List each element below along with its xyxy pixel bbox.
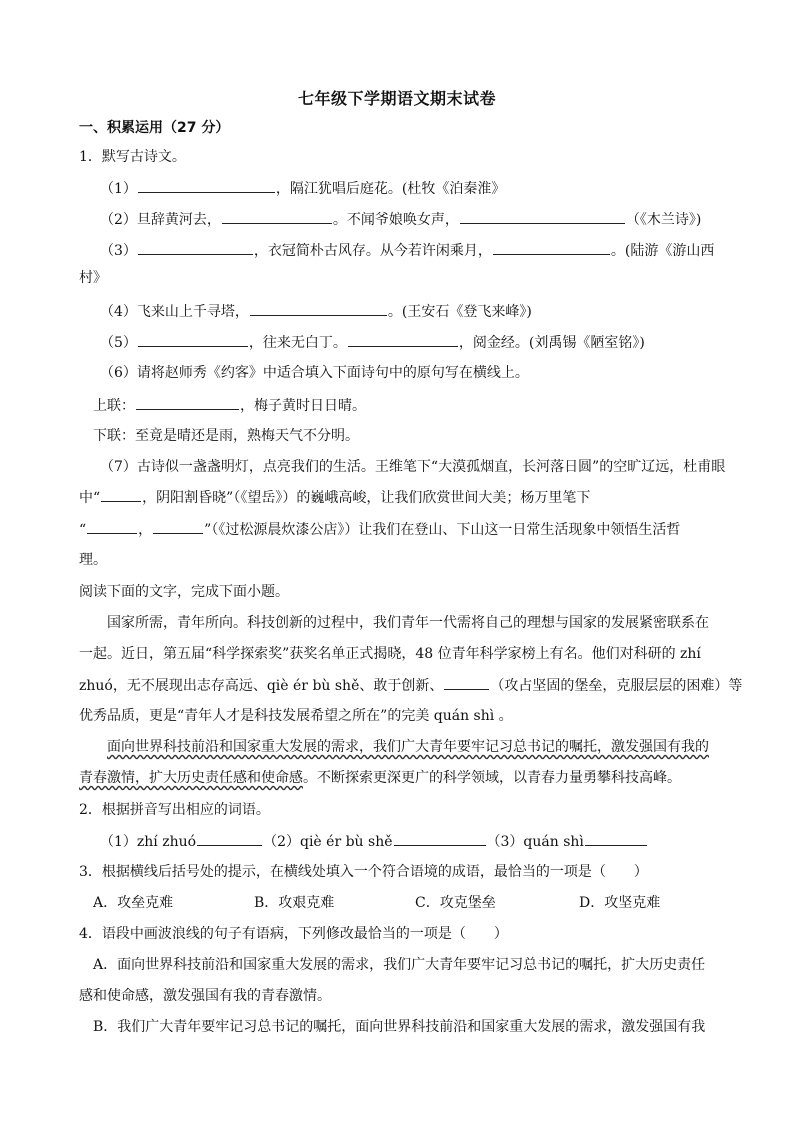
passage-line-1: 国家所需，青年所向。科技创新的过程中，我们青年一代需将自己的理想与国家的发展紧密联系在 [107,615,709,631]
answer-blank[interactable] [101,487,141,502]
couplet-upper-label: 上联： [93,398,135,414]
q1-item-3-continued: 村》 [79,270,107,286]
answer-blank[interactable] [138,332,248,347]
q1-item-6: （6）请将赵师秀《约客》中适合填入下面诗句中的原句写在横线上。 [100,365,529,381]
exam-title: 七年级下学期语文期末试卷 [297,89,496,108]
answer-blank[interactable] [197,831,262,846]
q1-item-5 [100,332,770,353]
q1-item-5-prefix: （5） [100,335,137,351]
question-4-stem: 4．语段中画波浪线的句子有语病，下列修改最恰当的一项是（ ） [79,926,508,942]
answer-blank[interactable] [585,831,647,846]
q1-item-7-line-3-c: ”（《过松源晨炊漆公店》）让我们在登山、下山这一日常生活现象中领悟生活哲 [204,522,681,538]
q1-item-7-line-1: （7）古诗似一盏盏明灯，点亮我们的生活。王维笔下“大漠孤烟直，长河落日圆”的空旷辽远，杜甫眼 [100,459,726,475]
answer-blank[interactable] [138,240,253,255]
q1-item-7-line-3 [79,519,749,540]
answer-blank[interactable] [138,178,275,193]
passage-wavy-line-1 [107,737,777,757]
couplet-upper-text: ，梅子黄时日日晴。 [240,398,366,414]
q1-item-3-prefix: （3） [100,243,137,259]
q1-item-4-text-b: 。(王安石《登飞来峰》) [387,304,532,320]
q1-item-7-line-2-a: 中“ [79,490,101,506]
q3-option-b[interactable]: B．攻艰克难 [254,895,335,911]
couplet-lower: 下联：至竟是晴还是雨，熟梅天气不分明。 [93,428,359,444]
q1-item-5-text-b: ，往来无白丁。 [248,335,347,351]
q1-item-7-line-3-a: “ [79,522,87,538]
q2-item-3: （3）quán shì [486,834,584,850]
answer-blank[interactable] [444,675,489,690]
q1-item-7-line-2-b: ，阴阳割昏晓”（《望岳》）的巍峨高峻，让我们欣赏世间大美；杨万里笔下 [142,490,591,506]
answer-blank[interactable] [460,209,625,224]
q4-option-b-line-1[interactable]: B．我们广大青年要牢记习总书记的嘱托，面向世界科技前沿和国家重大发展的需求，激发强国有我 [93,1019,706,1035]
answer-blank[interactable] [87,519,137,534]
q1-item-7-line-2 [79,487,749,508]
answer-blank[interactable] [153,519,203,534]
q1-item-3-text-b: ，衣冠简朴古风存。从今若许闲乘月， [253,243,492,259]
q1-item-4 [100,301,770,322]
q3-option-c[interactable]: C．攻克堡垒 [415,895,496,911]
q1-item-2-text-a: （2）旦辞黄河去， [100,212,221,228]
q1-item-2-text-b: 。不闻爷娘唤女声， [332,212,459,228]
answer-blank[interactable] [136,395,239,410]
wavy-sentence-part-1: 面向世界科技前沿和国家重大发展的需求，我们广大青年要牢记习总书记的嘱托，激发强国有我的 [107,739,709,755]
passage-line-3-b: （攻占坚固的堡垒，克服层层的困难）等 [490,678,743,694]
question-3-stem: 3．根据横线后括号处的提示，在横线处填入一个符合语境的成语，最恰当的一项是（ ） [79,864,648,880]
passage-line-3 [79,675,749,696]
wavy-sentence-part-2: 青春激情，扩大历史责任感和使命感 [79,770,303,786]
q1-item-2-text-c: （《木兰诗》) [625,212,702,228]
q1-item-3-text-c: 。(陆游《游山西 [610,243,715,259]
section-heading-accumulation: 一、积累运用（27 分） [79,120,230,136]
question-2-stem: 2．根据拼音写出相应的词语。 [79,802,270,818]
q1-item-5-text-c: ，阅金经。(刘禹锡《陋室铭》) [458,335,645,351]
q1-item-1 [100,178,770,199]
q3-option-d[interactable]: D．攻坚克难 [579,895,661,911]
q4-option-a-line-2[interactable]: 感和使命感，激发强国有我的青春激情。 [79,988,331,1004]
q1-item-2 [100,209,770,230]
passage-wavy-line-2 [79,768,749,788]
q3-option-a[interactable]: A．攻垒克难 [93,895,174,911]
passage-line-3-a: zhuó，无不展现出志存高远、qiè ér bù shě、敢于创新、 [79,678,444,694]
reading-instruction: 阅读下面的文字，完成下面小题。 [79,584,289,600]
q1-item-3 [100,240,770,261]
q1-item-7-line-3-b: ， [138,522,153,538]
couplet-upper [93,395,763,416]
q1-item-1-text: ，隔江犹唱后庭花。(杜牧《泊秦淮》 [275,181,506,197]
q2-item-1: （1）zhí zhuó [100,834,197,850]
q1-item-1-prefix: （1） [100,181,137,197]
q2-items [100,831,770,852]
question-1-stem: 1．默写古诗文。 [79,149,186,165]
answer-blank[interactable] [394,831,486,846]
q4-option-a-line-1[interactable]: A．面向世界科技前沿和国家重大发展的需求，我们广大青年要牢记习总书记的嘱托，扩大历史责任 [93,957,706,973]
answer-blank[interactable] [493,240,610,255]
passage-line-2: 一起。近日，第五届“科学探索奖”获奖名单正式揭晓，48 位青年科学家榜上有名。他们对科研的 zhí [79,646,701,662]
answer-blank[interactable] [250,301,387,316]
q2-item-2: （2）qiè ér bù shě [263,834,393,850]
q1-item-4-text-a: （4）飞来山上千寻塔， [100,304,249,320]
passage-sentence-rest: 。不断探索更深更广的科学领域，以青春力量勇攀科技高峰。 [303,770,681,786]
answer-blank[interactable] [222,209,332,224]
passage-line-4: 优秀品质，更是“青年人才是科技发展希望之所在”的完美 quán shì 。 [79,708,513,724]
q1-item-7-line-4: 理。 [79,552,107,568]
answer-blank[interactable] [348,332,458,347]
